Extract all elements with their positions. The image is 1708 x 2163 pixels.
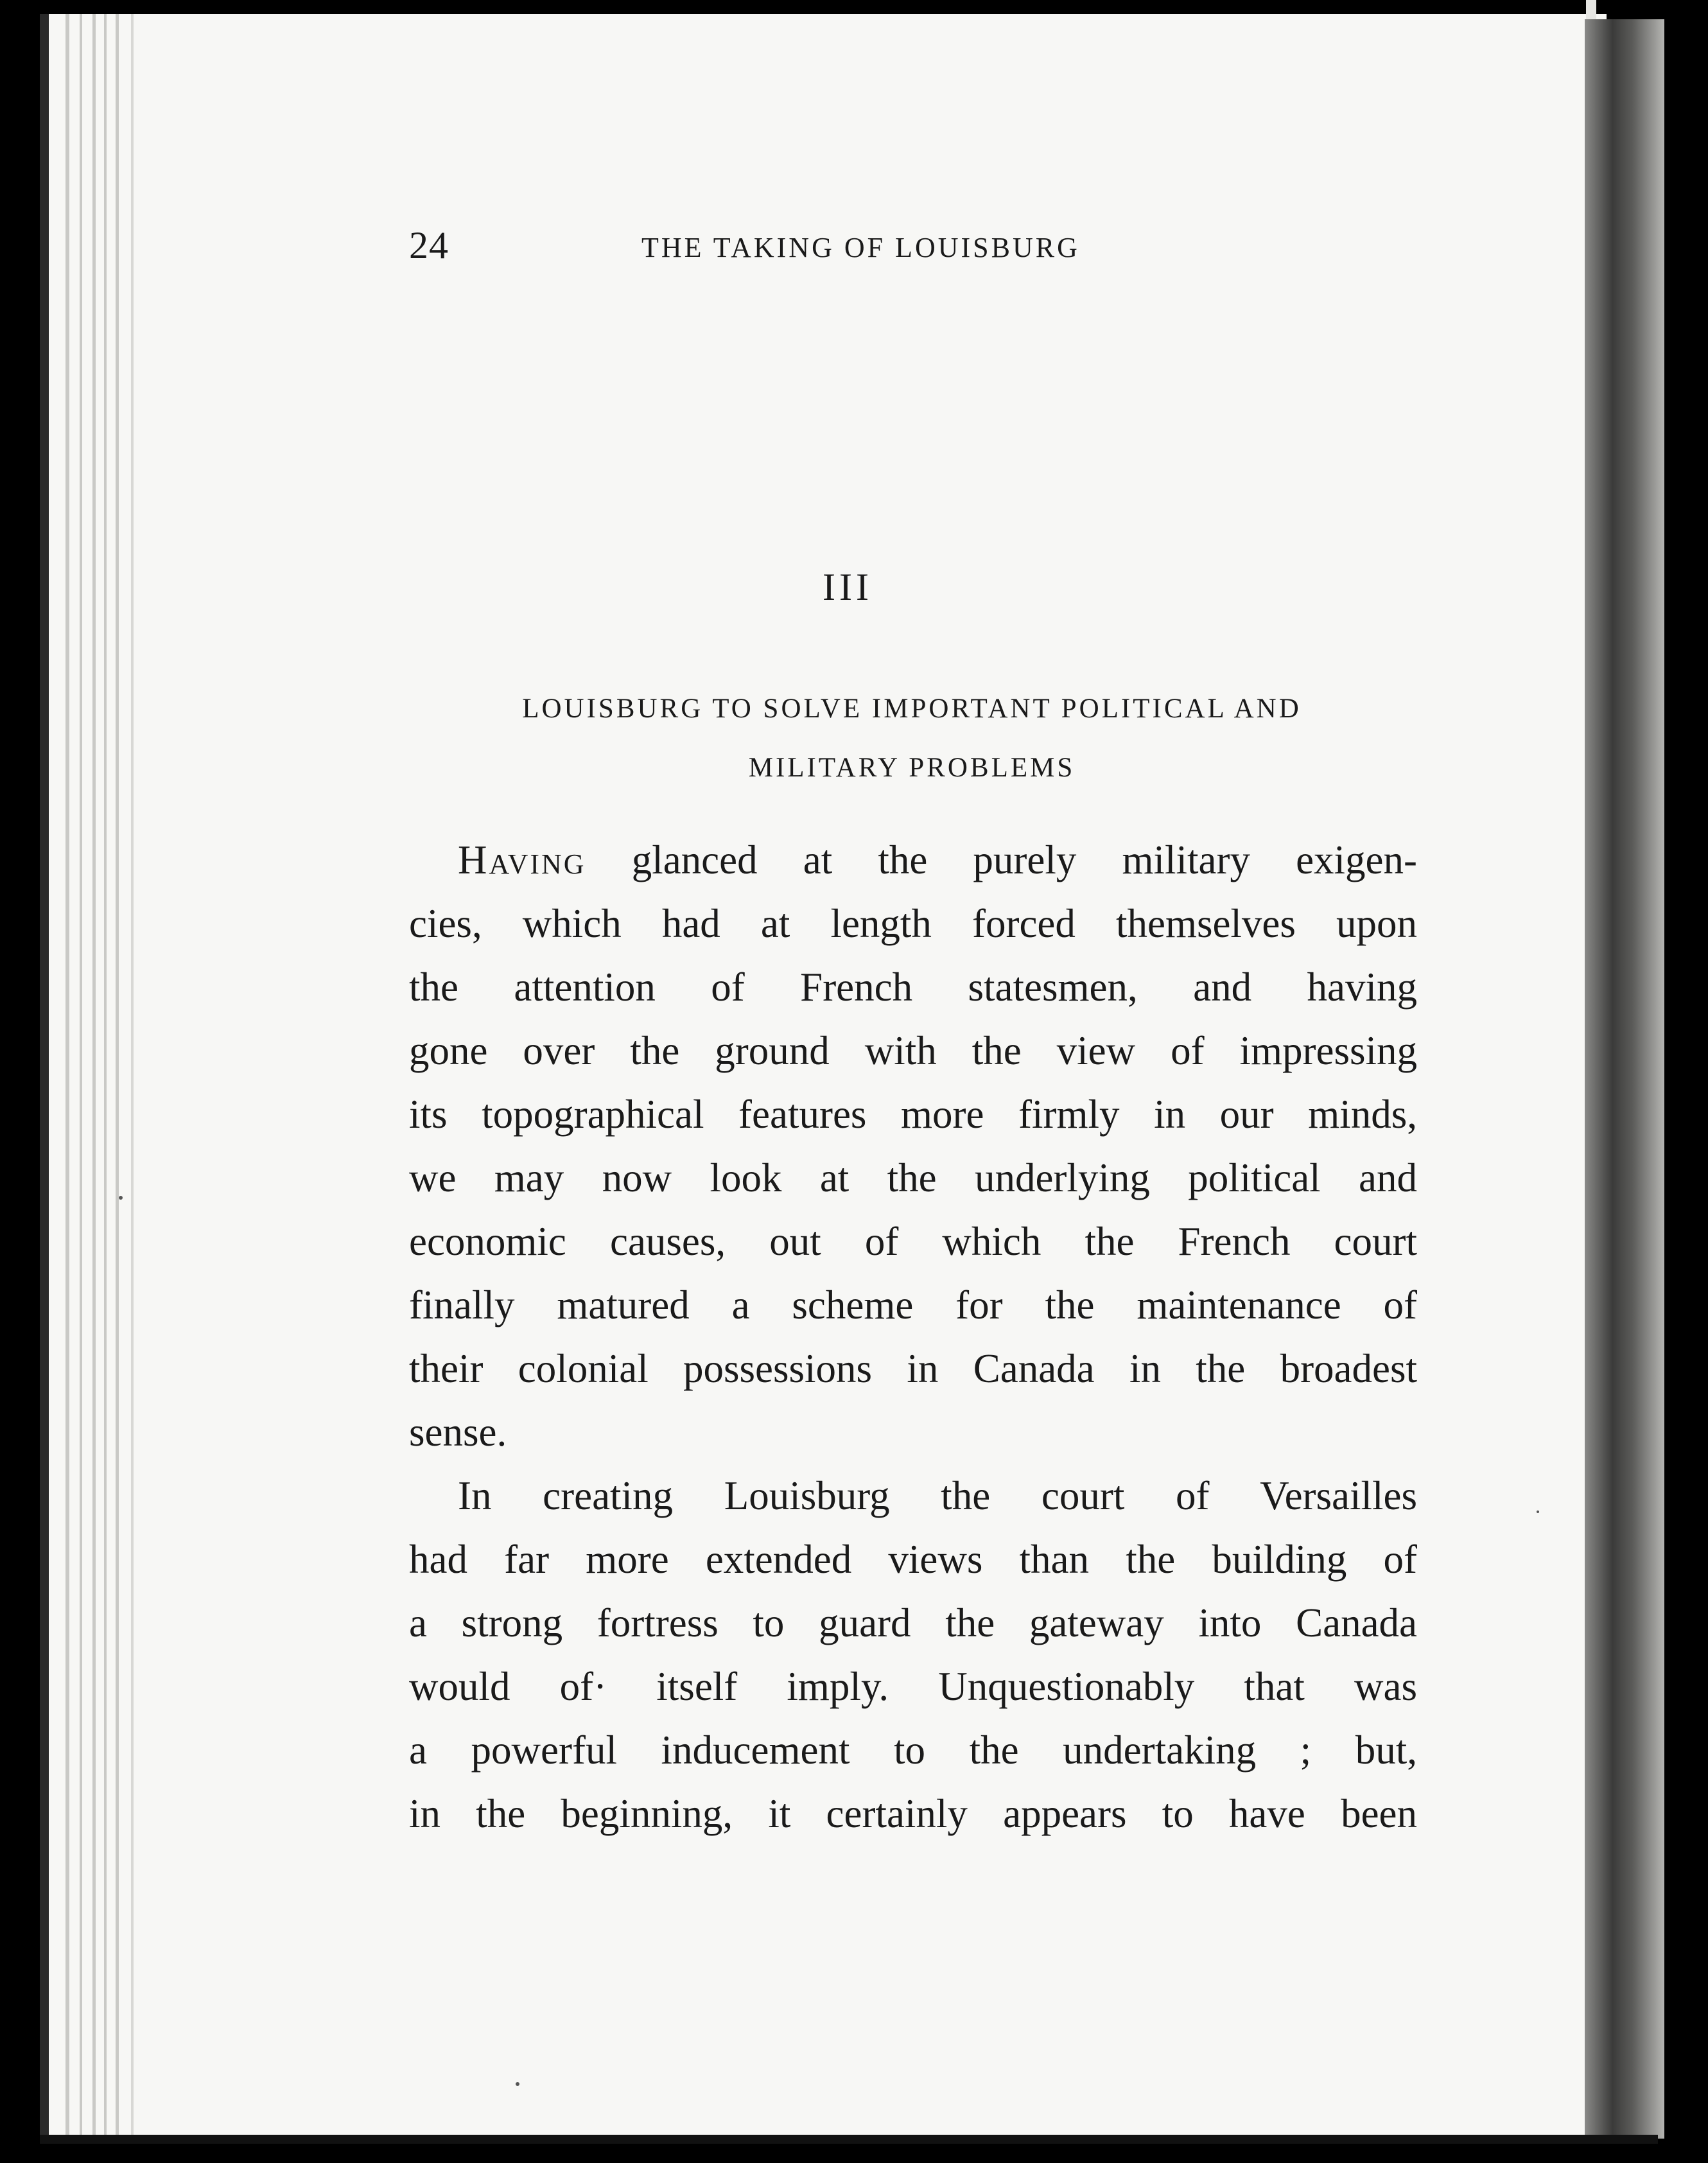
text-line: we may now look at the underlying political and [409,1155,1417,1200]
text-line: the attention of French statesmen, and having [409,965,1417,1010]
text-line: had far more extended views than the building of [409,1537,1417,1582]
paper-speck [119,1196,123,1200]
running-head [409,223,1417,275]
page-edge-line [65,14,69,2144]
text-line: a strong fortress to guard the gateway into Canada [409,1600,1417,1645]
text-line [409,828,1417,892]
page-edge-line [131,14,134,2144]
page-edge-line [104,14,107,2144]
paragraph [409,828,1417,1464]
lead-word: Having [458,837,586,882]
body-text [409,828,1417,1846]
text-line: in the beginning, it certainly appears to have been [409,1791,1417,1836]
text-line: would of· itself imply. Unquestionably that was [409,1664,1417,1709]
text-line: economic causes, out of which the French court [409,1219,1417,1264]
text-line: cies, which had at length forced themselves upon [409,901,1417,946]
paper-speck [516,2082,519,2086]
page-edge-line [92,14,96,2144]
page-edge-line [80,14,82,2144]
paragraph [409,1464,1417,1846]
text-line: In creating Louisburg the court of Versailles [458,1473,1417,1518]
chapter-title-line: LOUISBURG TO SOLVE IMPORTANT POLITICAL AND [522,694,1302,724]
chapter-number: III [823,566,873,608]
text-line: finally matured a scheme for the maintenance of [409,1283,1417,1327]
chapter-title [385,679,1438,798]
page-number: 24 [409,224,449,267]
page-edge-line [116,14,119,2144]
text-line: sense. [409,1410,507,1455]
text-line: a powerful inducement to the undertaking ; but, [409,1728,1417,1773]
text-line: their colonial possessions in Canada in the broadest [409,1346,1417,1391]
bottom-edge-shadow [40,2135,1658,2144]
book-edge-shadow [1585,19,1664,2139]
running-title: THE TAKING OF LOUISBURG [641,232,1080,263]
text-line: gone over the ground with the view of impressing [409,1028,1417,1073]
page-edge-shadow [40,14,49,2144]
chapter-title-line: MILITARY PROBLEMS [748,753,1076,783]
text-line-rest: glanced at the purely military exigen- [586,837,1417,882]
paper-speck [1537,1511,1539,1513]
text-line: its topographical features more firmly in our minds, [409,1092,1417,1137]
